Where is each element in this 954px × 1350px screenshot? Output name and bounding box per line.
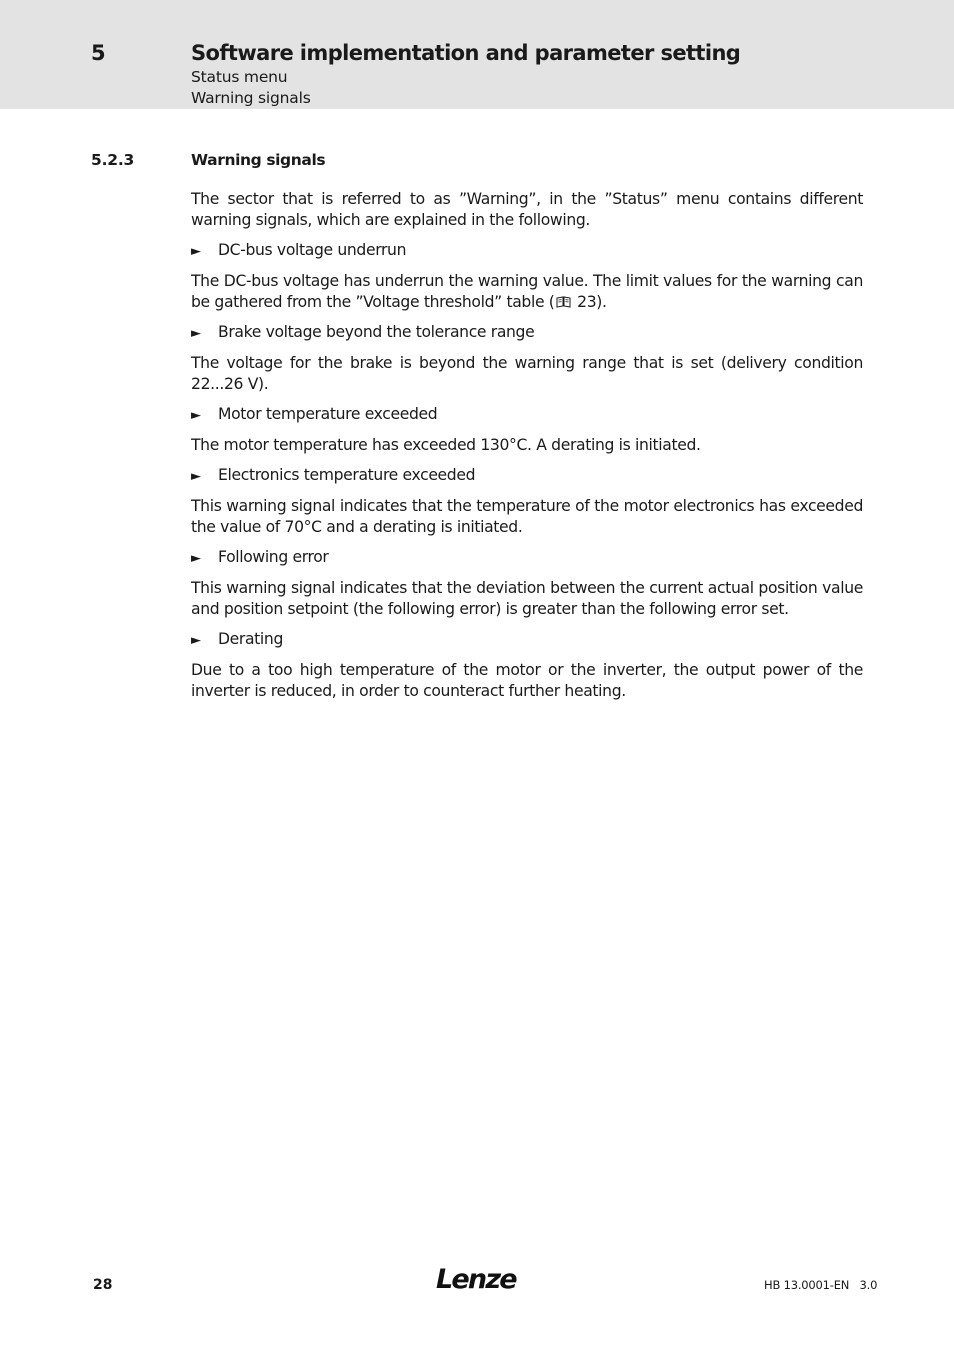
- page-reference-link[interactable]: 23).: [577, 293, 607, 311]
- section-title: Warning signals: [191, 151, 326, 169]
- item-paragraph: Due to a too high temperature of the motor or the inverter, the output power of the inverter is reduced, in order to counteract further heating.: [191, 661, 863, 700]
- item-heading: Electronics temperature exceeded: [218, 466, 476, 484]
- chapter-title: Software implementation and parameter setting: [191, 41, 741, 65]
- list-item: [191, 322, 863, 344]
- item-heading: Derating: [218, 630, 283, 648]
- list-item: [191, 404, 863, 426]
- item-heading: Following error: [218, 548, 329, 566]
- header-subtitle-warning-signals: Warning signals: [191, 89, 311, 107]
- list-item: [191, 240, 863, 262]
- item-paragraph: This warning signal indicates that the deviation between the current actual position value and position setpoint (the following error) is greater than the following error set.: [191, 579, 863, 618]
- item-heading: Motor temperature exceeded: [218, 405, 438, 423]
- section-number: 5.2.3: [91, 151, 135, 169]
- item-paragraph: This warning signal indicates that the temperature of the motor electronics has exceeded the value of 70°C and a derating is initiated.: [191, 497, 863, 536]
- bullet-arrow-icon: ►: [191, 551, 201, 566]
- item-paragraph: The motor temperature has exceeded 130°C. A derating is initiated.: [191, 436, 701, 454]
- bullet-arrow-icon: ►: [191, 633, 201, 648]
- bullet-arrow-icon: ►: [191, 244, 201, 259]
- list-item: [191, 465, 863, 487]
- document-reference: HB 13.0001-EN 3.0: [764, 1278, 878, 1292]
- bullet-arrow-icon: ►: [191, 469, 201, 484]
- page-header: [0, 0, 954, 109]
- page-number: 28: [93, 1277, 113, 1293]
- book-icon[interactable]: [556, 296, 571, 308]
- item-text: The DC-bus voltage has underrun the warning value. The limit values for the warning can be gathered from the ”Voltage threshold” table (: [191, 272, 863, 311]
- chapter-number: 5: [91, 41, 106, 65]
- bullet-arrow-icon: ►: [191, 408, 201, 423]
- bullet-arrow-icon: ►: [191, 326, 201, 341]
- item-heading: DC-bus voltage underrun: [218, 241, 407, 259]
- item-paragraph: The voltage for the brake is beyond the warning range that is set (delivery condition 22...26 V).: [191, 354, 863, 393]
- list-item: [191, 629, 863, 651]
- header-subtitle-status-menu: Status menu: [191, 68, 288, 86]
- item-paragraph: [191, 271, 863, 313]
- section-body: [191, 189, 863, 711]
- lenze-logo: Lenze: [436, 1264, 516, 1295]
- intro-paragraph: The sector that is referred to as ”Warning”, in the ”Status” menu contains different warning signals, which are explained in the following.: [191, 190, 863, 229]
- item-heading: Brake voltage beyond the tolerance range: [218, 323, 535, 341]
- list-item: [191, 547, 863, 569]
